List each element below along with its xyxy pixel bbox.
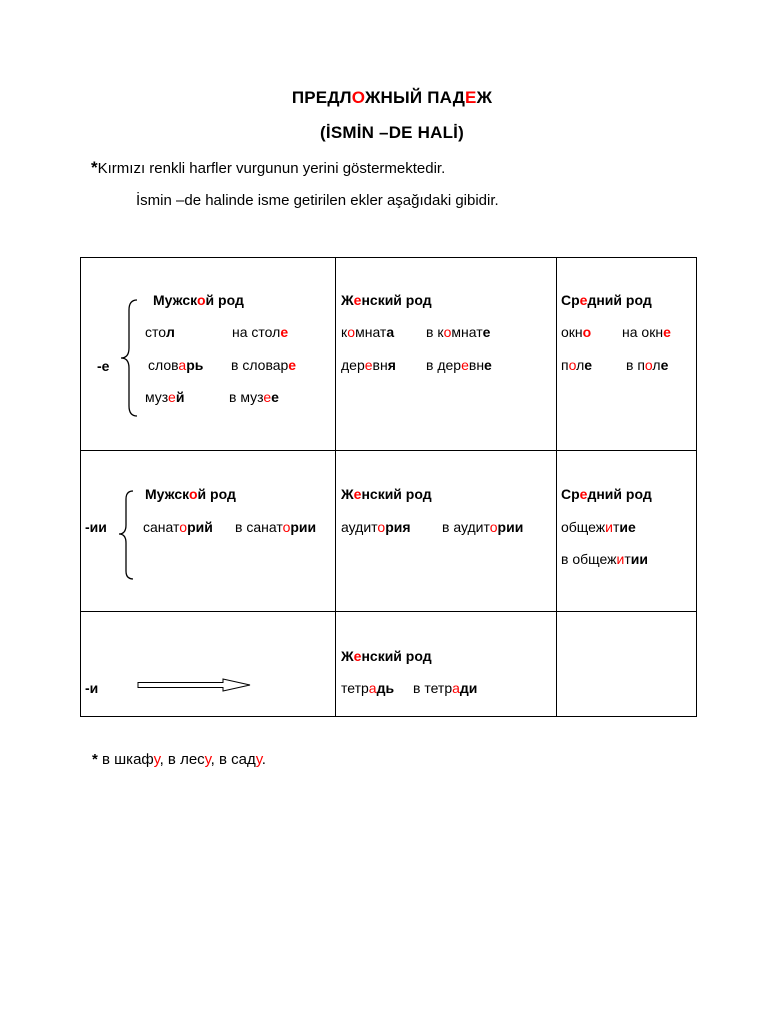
masc-base-slovar [148, 357, 203, 373]
masc-case-sanatoriy [235, 519, 316, 535]
neuter-header [561, 292, 652, 308]
stress-note [91, 158, 445, 178]
ending-i: -и [85, 680, 99, 696]
text-segment: в шкаф [102, 751, 154, 768]
stress-note-text: Kırmızı renkli harfler vurgunun yerini göstermektedir. [97, 160, 446, 177]
stressed-letter: е [353, 648, 362, 664]
curly-brace-icon [117, 489, 135, 581]
text-segment: нский род [361, 648, 432, 664]
text-segment: в муз [229, 389, 264, 405]
neuter-header [561, 486, 652, 502]
text-segment: Ж [341, 648, 354, 664]
text-segment: рии [497, 519, 524, 535]
fem-case-tetrad [413, 680, 477, 696]
fem-case-komnata [426, 324, 490, 340]
stressed-letter: е [663, 324, 671, 340]
text-segment: в санат [235, 519, 283, 535]
fem-base-komnata [341, 324, 394, 340]
text-segment: й род [205, 292, 244, 308]
neut-base-pole [561, 357, 592, 373]
text-segment: в к [426, 324, 444, 340]
fem-base-tetrad [341, 680, 394, 696]
text-segment: ЖНЫЙ ПАД [364, 88, 466, 107]
text-segment: тетр [341, 680, 369, 696]
text-segment: . [261, 751, 266, 768]
text-segment: слов [148, 357, 179, 373]
endings-table [80, 257, 697, 717]
stressed-letter: и [605, 519, 613, 535]
text-segment: мнат [451, 324, 483, 340]
neut-base-okno [561, 324, 591, 340]
text-segment: й род [197, 486, 236, 502]
masc-case-slovar [231, 357, 296, 373]
text-segment: Ср [561, 292, 580, 308]
masculine-header [145, 486, 236, 502]
text-segment: аудит [341, 519, 378, 535]
stressed-letter: о [582, 324, 592, 340]
masc-base-muzei [145, 389, 184, 405]
text-segment: , в лес [159, 751, 205, 768]
stressed-letter: е [579, 292, 588, 308]
text-segment: в словар [231, 357, 289, 373]
fem-case-auditoriya [442, 519, 523, 535]
text-segment: на окн [622, 324, 664, 340]
stressed-letter: о [377, 519, 386, 535]
text-segment: * [92, 751, 103, 768]
text-segment: ии [630, 551, 648, 567]
text-segment: ПРЕДЛ [291, 88, 352, 107]
feminine-header [341, 648, 432, 664]
text-segment: л [652, 357, 661, 373]
stressed-letter: о [196, 292, 206, 308]
stressed-letter: о [188, 486, 198, 502]
stressed-letter: е [353, 292, 362, 308]
text-segment: е [584, 357, 593, 373]
text-segment: Мужск [145, 486, 189, 502]
stressed-letter: о [282, 519, 291, 535]
text-segment: т [624, 551, 631, 567]
text-segment: в п [626, 357, 645, 373]
page-subtitle: (İSMİN –DE HALİ) [320, 123, 464, 142]
text-segment: я [387, 357, 396, 373]
stressed-letter: и [616, 551, 625, 567]
feminine-header [341, 486, 432, 502]
text-segment: к [341, 324, 348, 340]
asterisk: * [91, 158, 98, 177]
text-segment: Ж [341, 292, 354, 308]
stressed-letter: о [489, 519, 498, 535]
stressed-letter: е [263, 389, 272, 405]
stressed-letter: е [168, 389, 176, 405]
stressed-letter: е [461, 357, 469, 373]
arrow-right-icon [137, 678, 253, 692]
text-segment: п [561, 357, 569, 373]
stressed-letter: о [179, 519, 188, 535]
stressed-letter: а [452, 680, 460, 696]
text-segment: дер [341, 357, 365, 373]
text-segment: рь [186, 357, 204, 373]
text-segment: Ж [476, 88, 493, 107]
masculine-header [153, 292, 244, 308]
text-segment: сто [145, 324, 167, 340]
text-segment: в общеж [561, 551, 617, 567]
text-segment: т [613, 519, 620, 535]
stressed-letter: е [353, 486, 362, 502]
text-segment: в тетр [413, 680, 453, 696]
text-segment: окн [561, 324, 583, 340]
neut-case-obshchezhitie [561, 551, 648, 567]
text-segment: а [386, 324, 395, 340]
text-segment: нский род [361, 292, 432, 308]
text-segment: общеж [561, 519, 606, 535]
text-segment: е [484, 357, 492, 373]
stressed-letter: е [280, 324, 289, 340]
text-segment: л [576, 357, 585, 373]
stressed-letter: о [443, 324, 452, 340]
column-divider [335, 258, 336, 716]
fem-case-derevnya [426, 357, 492, 373]
curly-brace-icon [119, 298, 139, 418]
text-segment: ие [619, 519, 636, 535]
text-segment: вн [468, 357, 485, 373]
text-segment: л [166, 324, 175, 340]
text-segment: мнат [355, 324, 387, 340]
stressed-letter: о [347, 324, 356, 340]
text-segment: е [271, 389, 279, 405]
ending-e: -е [97, 358, 110, 374]
masc-base-stol [145, 324, 175, 340]
stressed-letter: у [204, 751, 211, 768]
text-segment: ди [459, 680, 478, 696]
text-segment: рий [187, 519, 213, 535]
footnote [92, 751, 266, 768]
text-segment: е [660, 357, 669, 373]
feminine-header [341, 292, 432, 308]
text-segment: муз [145, 389, 169, 405]
text-segment: рия [385, 519, 411, 535]
text-segment: вн [372, 357, 388, 373]
stressed-letter: е [364, 357, 373, 373]
stressed-letter: е [579, 486, 588, 502]
masc-case-muzei [229, 389, 279, 405]
text-segment: нский род [361, 486, 432, 502]
text-segment: Ж [341, 486, 354, 502]
stressed-letter: у [255, 751, 262, 768]
ending-ii: -ии [85, 519, 107, 535]
page-title [0, 88, 768, 108]
stressed-letter: у [153, 751, 160, 768]
fem-base-auditoriya [341, 519, 411, 535]
row-divider [81, 450, 696, 451]
text-segment: Ср [561, 486, 580, 502]
text-segment: е [482, 324, 491, 340]
masc-base-sanatoriy [143, 519, 213, 535]
intro-note: İsmin –de halinde isme getirilen ekler aşağıdaki gibidir. [136, 192, 499, 209]
text-segment: в дер [426, 357, 462, 373]
row-divider [81, 611, 696, 612]
neut-base-obshchezhitie [561, 519, 636, 535]
text-segment: на стол [232, 324, 281, 340]
stressed-letter: е [288, 357, 297, 373]
text-segment: дь [376, 680, 395, 696]
stressed-letter: а [368, 680, 377, 696]
neut-case-okno [622, 324, 671, 340]
text-segment: дний род [587, 486, 652, 502]
text-segment: й [175, 389, 185, 405]
text-segment: дний род [587, 292, 652, 308]
stressed-letter: о [568, 357, 577, 373]
column-divider [556, 258, 557, 716]
neut-case-pole [626, 357, 668, 373]
stressed-letter: Е [465, 88, 477, 107]
fem-base-derevnya [341, 357, 396, 373]
masc-case-stol [232, 324, 288, 340]
text-segment: санат [143, 519, 180, 535]
stressed-letter: О [351, 88, 365, 107]
stressed-letter: а [178, 357, 187, 373]
stressed-letter: о [644, 357, 653, 373]
text-segment: рии [290, 519, 317, 535]
text-segment: Мужск [153, 292, 197, 308]
text-segment: , в сад [210, 751, 256, 768]
text-segment: в аудит [442, 519, 490, 535]
